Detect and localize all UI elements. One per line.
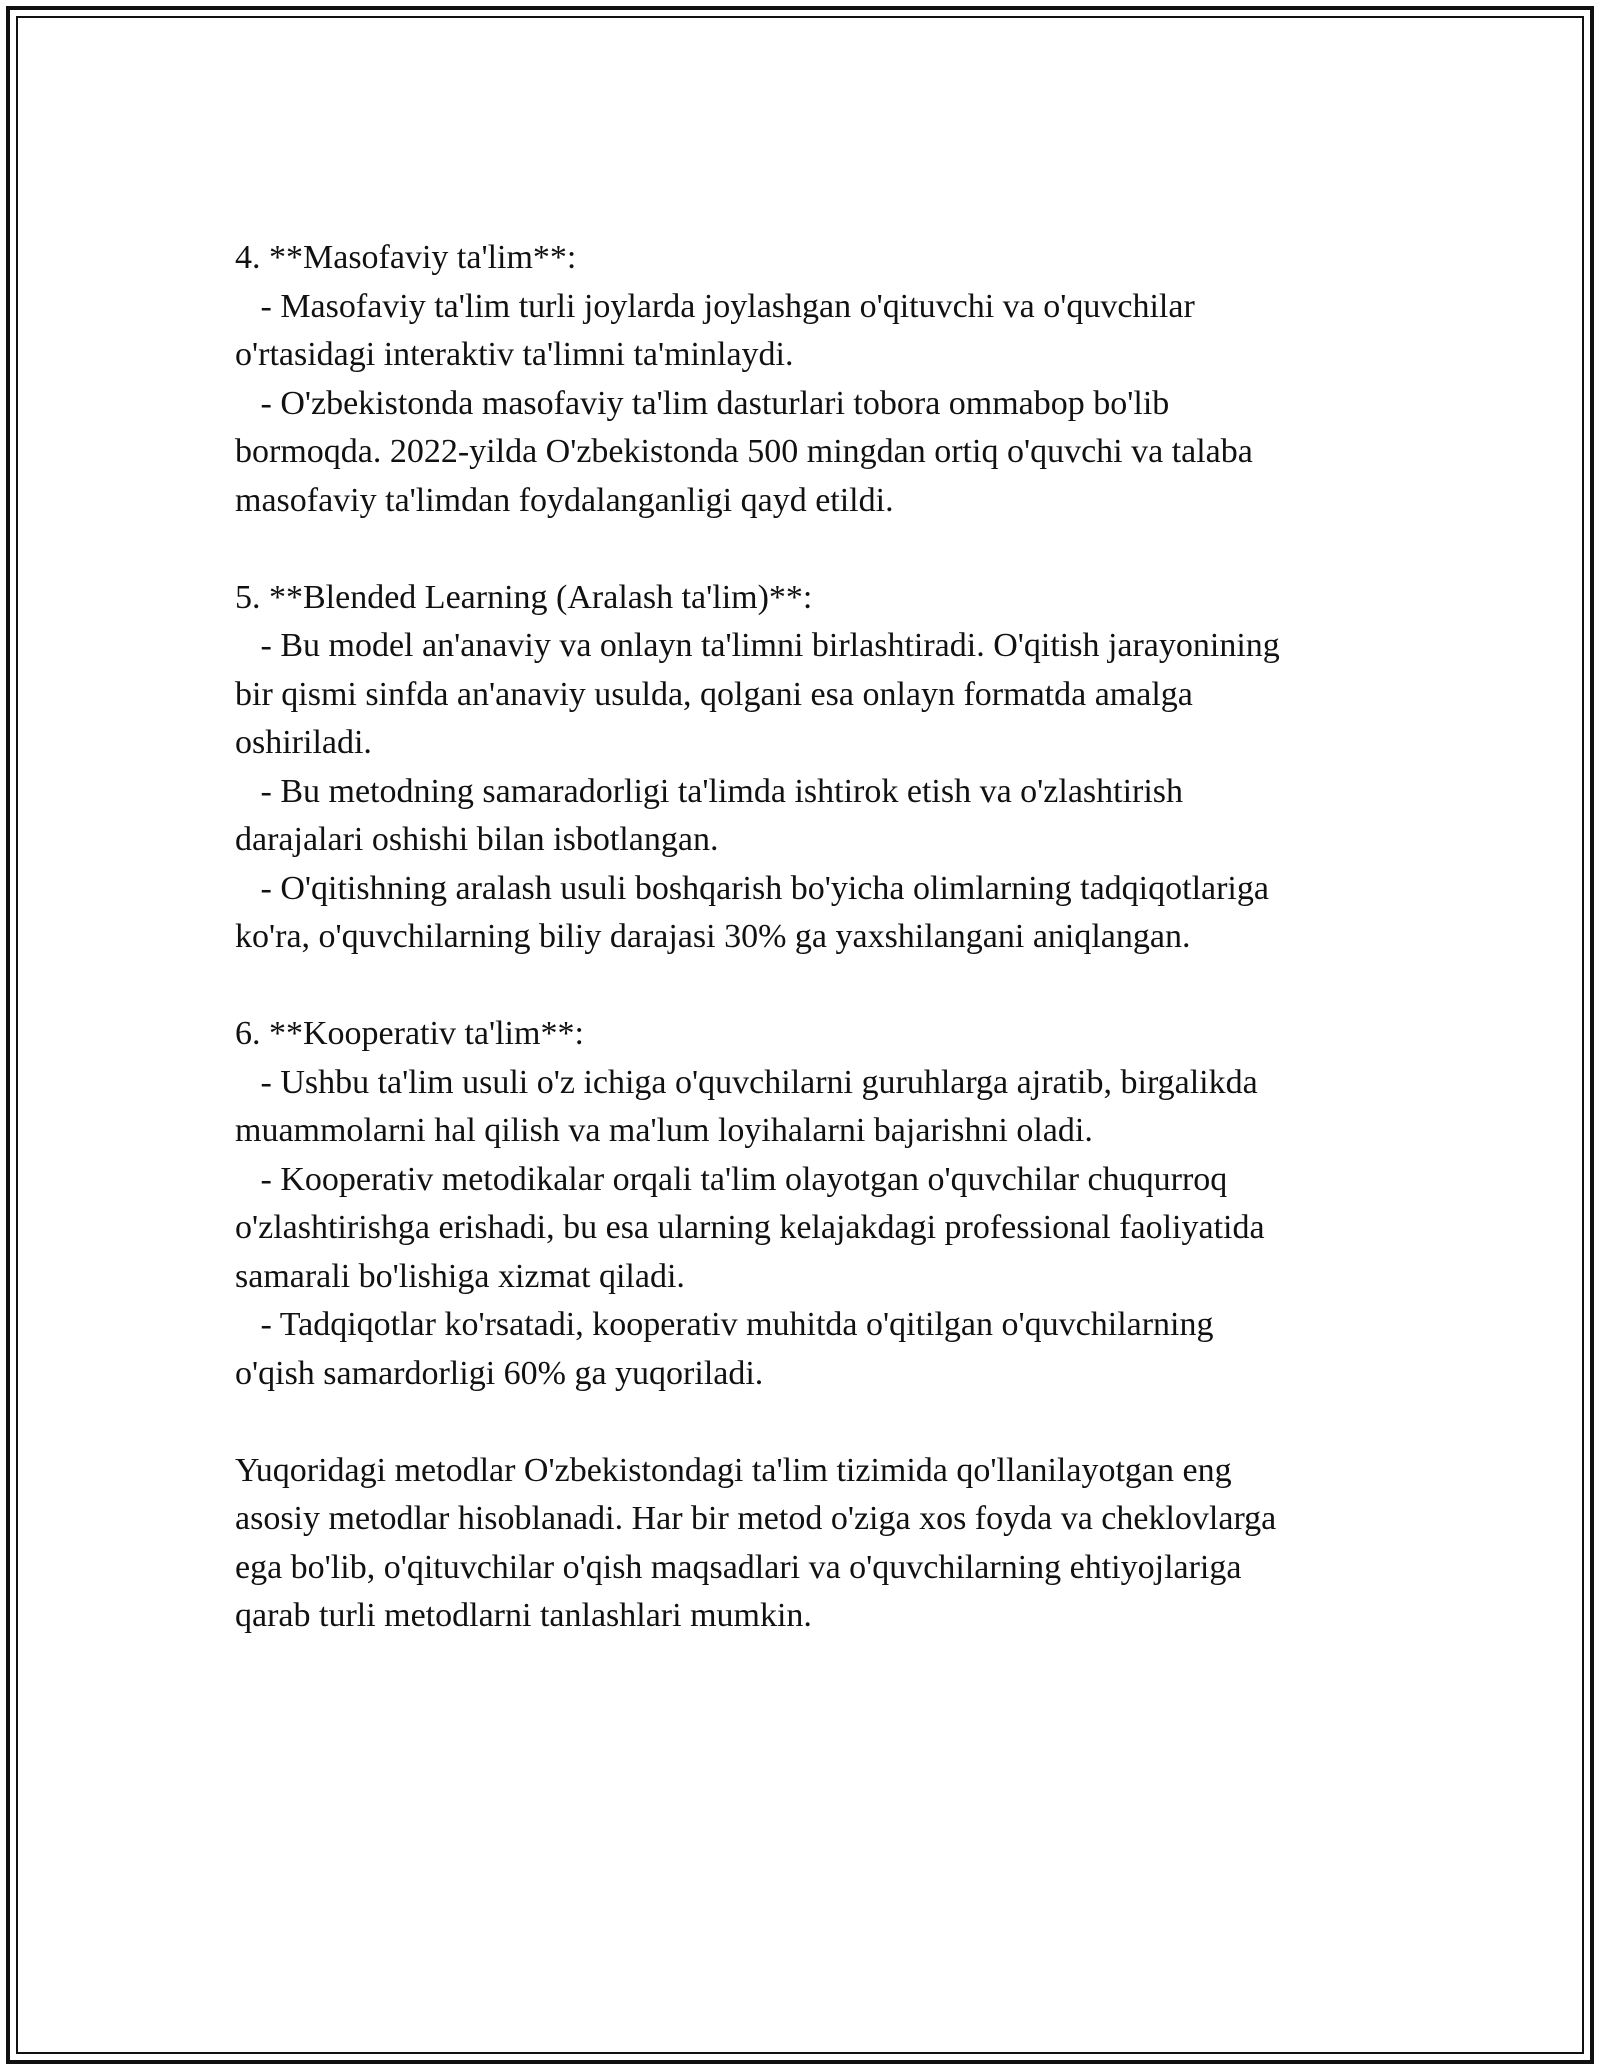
section-heading: 4. **Masofaviy ta'lim**: [235,239,577,276]
section-heading: 5. **Blended Learning (Aralash ta'lim)**: [235,578,813,616]
section-blended-learning [235,574,1370,962]
section-masofaviy-talim [235,234,1370,525]
text-line: o'qish samardorligi 60% ga yuqoriladi. [235,1354,764,1392]
text-line: darajalari oshishi bilan isbotlangan. [235,821,719,858]
text-line: bir qismi sinfda an'anaviy usulda, qolgani esa onlayn formatda amalga [235,675,1193,713]
document-body [235,234,1370,1689]
text-line: Yuqoridagi metodlar O'zbekistondagi ta'lim tizimida qo'llanilayotgan eng [235,1451,1232,1489]
text-line: muammolarni hal qilish va ma'lum loyihalarni bajarishni oladi. [235,1112,1093,1149]
text-line: qarab turli metodlarni tanlashlari mumkin. [235,1597,812,1634]
text-line: - Bu model an'anaviy va onlayn ta'limni birlashtiradi. O'qitish jarayonining [235,627,1280,664]
text-line: bormoqda. 2022-yilda O'zbekistonda 500 mingdan ortiq o'quvchi va talaba [235,433,1253,470]
section-conclusion [235,1447,1370,1641]
text-line: o'zlashtirishga erishadi, bu esa ularning kelajakdagi professional faoliyatida [235,1209,1265,1246]
text-line: - Ushbu ta'lim usuli o'z ichiga o'quvchilarni guruhlarga ajratib, birgalikda [235,1063,1258,1101]
text-line: masofaviy ta'limdan foydalanganligi qayd etildi. [235,481,894,519]
text-line: ko'ra, o'quvchilarning biliy darajasi 30% ga yaxshilangani aniqlangan. [235,918,1191,955]
section-heading: 6. **Kooperativ ta'lim**: [235,1015,584,1052]
text-line: samarali bo'lishiga xizmat qiladi. [235,1257,685,1295]
text-line: - Kooperativ metodikalar orqali ta'lim olayotgan o'quvchilar chuqurroq [235,1160,1228,1198]
text-line: asosiy metodlar hisoblanadi. Har bir metod o'ziga xos foyda va cheklovlarga [235,1500,1277,1537]
text-line: - O'qitishning aralash usuli boshqarish bo'yicha olimlarning tadqiqotlariga [235,869,1269,907]
text-line: oshiriladi. [235,724,372,761]
text-line: ega bo'lib, o'qituvchilar o'qish maqsadlari va o'quvchilarning ehtiyojlariga [235,1548,1242,1586]
text-line: - Masofaviy ta'lim turli joylarda joylashgan o'qituvchi va o'quvchilar [235,287,1195,325]
text-line: - O'zbekistonda masofaviy ta'lim dasturlari tobora ommabop bo'lib [235,384,1170,422]
text-line: - Tadqiqotlar ko'rsatadi, kooperativ muhitda o'qitilgan o'quvchilarning [235,1306,1214,1343]
text-line: o'rtasidagi interaktiv ta'limni ta'minlaydi. [235,336,794,373]
section-kooperativ-talim [235,1010,1370,1398]
text-line: - Bu metodning samaradorligi ta'limda ishtirok etish va o'zlashtirish [235,772,1184,810]
